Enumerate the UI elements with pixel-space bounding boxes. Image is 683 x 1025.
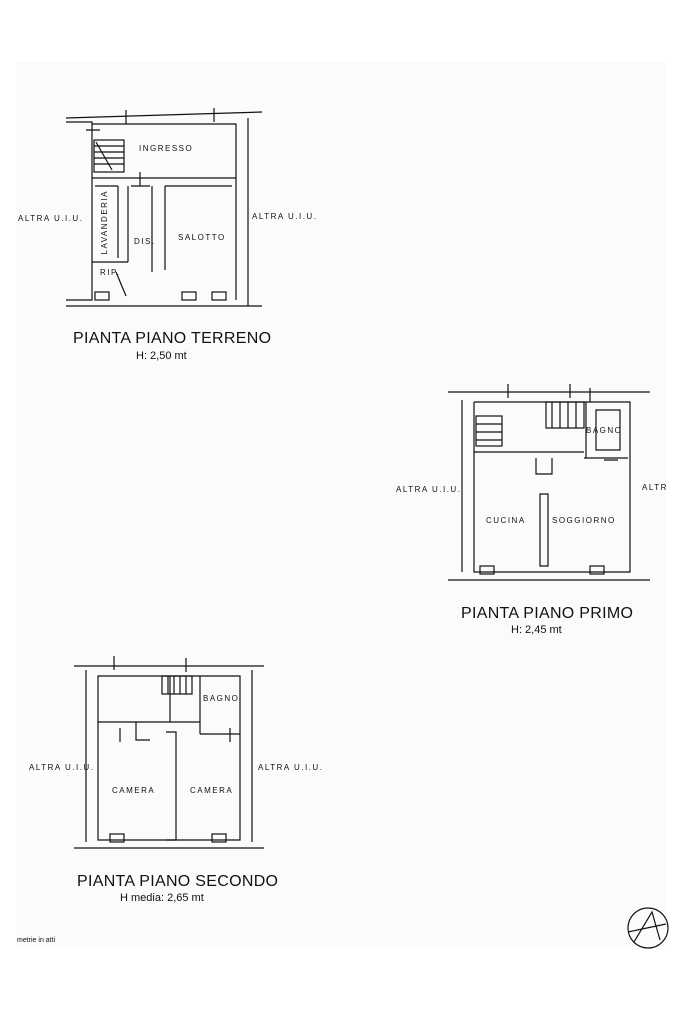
first-floor-plan [448, 384, 650, 580]
second-neighbor-left-label: ALTRA U.I.U. [29, 763, 95, 772]
room-cucina-label: CUCINA [486, 516, 526, 525]
room-soggiorno-label: SOGGIORNO [552, 516, 616, 525]
room-camera-left-label: CAMERA [112, 786, 156, 795]
room-bagno-first-label: BAGNO [586, 426, 623, 435]
ground-neighbor-left-label: ALTRA U.I.U. [18, 214, 84, 223]
room-camera-right-label: CAMERA [190, 786, 234, 795]
second-floor-height: H media: 2,65 mt [120, 892, 204, 904]
ground-floor-plan [66, 108, 262, 306]
second-floor-plan [74, 656, 264, 848]
ground-neighbor-right-label: ALTRA U.I.U. [252, 212, 318, 221]
room-ripostiglio-label: RIP. [100, 268, 121, 277]
room-bagno-second-label: BAGNO [203, 694, 240, 703]
first-neighbor-left-label: ALTRA U.I.U. [396, 485, 462, 494]
ground-floor-height: H: 2,50 mt [136, 350, 187, 362]
second-neighbor-right-label: ALTRA U.I.U. [258, 763, 324, 772]
room-ingresso-label: INGRESSO [139, 144, 194, 153]
ground-floor-title: PIANTA PIANO TERRENO [73, 330, 272, 347]
room-dis-label: DIS. [134, 237, 156, 246]
first-floor-title: PIANTA PIANO PRIMO [461, 605, 634, 622]
first-neighbor-right-label: ALTR [642, 483, 668, 492]
first-floor-height: H: 2,45 mt [511, 624, 562, 636]
room-salotto-label: SALOTTO [178, 233, 226, 242]
compass-north-arrow-icon [628, 908, 668, 948]
footer-note: metrie in atti [17, 937, 56, 944]
room-lavanderia-label: LAVANDERIA [100, 190, 109, 255]
second-floor-title: PIANTA PIANO SECONDO [77, 873, 279, 890]
